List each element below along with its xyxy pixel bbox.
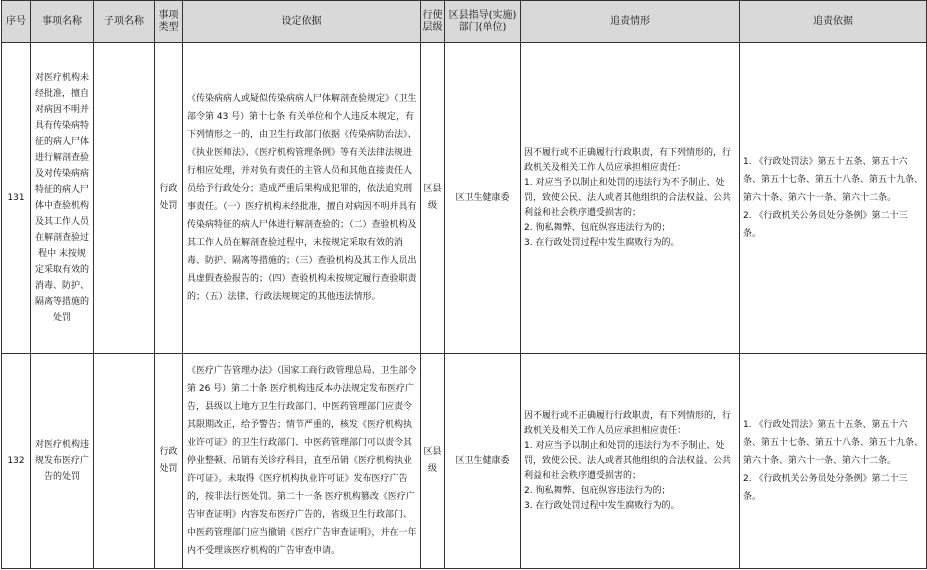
row-level: 区县级 [421,354,445,569]
header-department: 区县指导(实施)部门(单位) [445,1,521,43]
row-seq: 132 [2,354,31,569]
situation-line: 1. 对应当予以制止和处罚的违法行为不予制止、处罚，致使公民、法人或者其他组织的合法权益、公共利益和社会秩序遭受损害的； [524,177,732,218]
header-item-name: 事项名称 [31,1,94,43]
situation-line: 因不履行或不正确履行行政职责，有下列情形的，行政机关及相关工作人员应承担相应责任： [524,410,732,436]
situation-line: 3. 在行政处罚过程中发生腐败行为的。 [524,500,680,511]
row-situation [521,354,740,569]
accountability-line: 2. 《行政机关公务员处分条例》第二十三条。 [743,474,908,502]
row-basis: 《医疗广告管理办法》（国家工商行政管理总局、卫生部令第 26 号）第二十条 医疗机构违反本办法规定发布医疗广告，县级以上地方卫生行政部门、中医药管理部门应责令其限期改正，给予警告；情节严重的，核发《医疗机构执业许可证》的卫生行政部门、中医药管理部门可以责令其停业整顿、吊销有关诊疗科目，直至吊销《医疗机构执业许可证》。未取得《医疗机构执业许可证》发布医疗广告的，按非法行医处罚。第二十一条 医疗机构篡改《医疗广告审查证明》内容发布医疗广告的，省级卫生行政部门、中医药管理部门应当撤销《医疗广告审查证明》，并在一年内不受理该医疗机构的广告审查申请。 [183,354,421,569]
situation-line: 1. 对应当予以制止和处罚的违法行为不予制止、处罚，致使公民、法人或者其他组织的合法权益、公共利益和社会秩序遭受损害的； [524,440,732,481]
situation-line: 2. 徇私舞弊、包庇纵容违法行为的； [524,222,671,233]
row-sub-item [94,43,155,354]
accountability-line: 1. 《行政处罚法》第五十五条、第五十六条、第五十七条、第五十八条、第五十九条、第六十条、第六十一条、第六十二条。 [743,420,924,466]
situation-line: 因不履行或不正确履行行政职责，有下列情形的，行政机关及相关工作人员应承担相应责任： [524,147,732,173]
header-sub-item: 子项名称 [94,1,155,43]
situation-line: 3. 在行政处罚过程中发生腐败行为的。 [524,237,680,248]
header-basis: 设定依据 [183,1,421,43]
row-situation [521,43,740,354]
header-level: 行使层级 [421,1,445,43]
header-seq: 序号 [2,1,31,43]
accountability-line: 2. 《行政机关公务员处分条例》第二十三条。 [743,211,908,239]
row-sub-item [94,354,155,569]
row-seq: 131 [2,43,31,354]
row-item-name: 对医疗机构未经批准，擅自对病因不明并具有传染病特征的病人尸体进行解剖查验及对传染病病特征的病人尸体中查验机构及其工作人员在解剖查验过程中 未按规定采取有效的消毒、防护、隔离等措施的处罚 [31,43,94,354]
row-item-type: 行政处罚 [155,43,183,354]
row-level: 区县级 [421,43,445,354]
table-row [2,43,927,354]
row-item-name: 对医疗机构违规发布医疗广告的处罚 [31,354,94,569]
header-accountability: 追责依据 [740,1,927,43]
header-situation: 追责情形 [521,1,740,43]
header-item-type: 事项类型 [155,1,183,43]
row-accountability [740,43,927,354]
situation-line: 2. 徇私舞弊、包庇纵容违法行为的； [524,485,671,496]
accountability-line: 1. 《行政处罚法》第五十五条、第五十六条、第五十七条、第五十八条、第五十九条、第六十条、第六十一条、第六十二条。 [743,157,924,203]
row-item-type: 行政处罚 [155,354,183,569]
header-row [2,1,927,43]
row-accountability [740,354,927,569]
row-department: 区卫生健康委 [445,43,521,354]
row-department: 区卫生健康委 [445,354,521,569]
table-row [2,354,927,569]
row-basis: 《传染病病人或疑似传染病病人尸体解剖查验规定》（卫生部令第 43 号）第十七条 有关单位和个人违反本规定，有下列情形之一的，由卫生行政部门依据《传染病防治法》、《执业医师法》、《医疗机构管理条例》等有关法律法规进行相应处理，并对负有责任的主管人员和其他直接责任人员给予行政处分；造成严重后果构成犯罪的，依法追究刑事责任。（一）医疗机构未经批准，擅自对病因不明并具有传染病特征的病人尸体进行解剖查验的；（二）查验机构及其工作人员在解剖查验过程中，未按规定采取有效的消毒、防护、隔离等措施的；（三）查验机构及其工作人员出具虚假查验报告的；（四）查验机构未按规定履行查验职责的；（五）法律、行政法规规定的其他违法情形。 [183,43,421,354]
accountability-table [1,0,927,569]
